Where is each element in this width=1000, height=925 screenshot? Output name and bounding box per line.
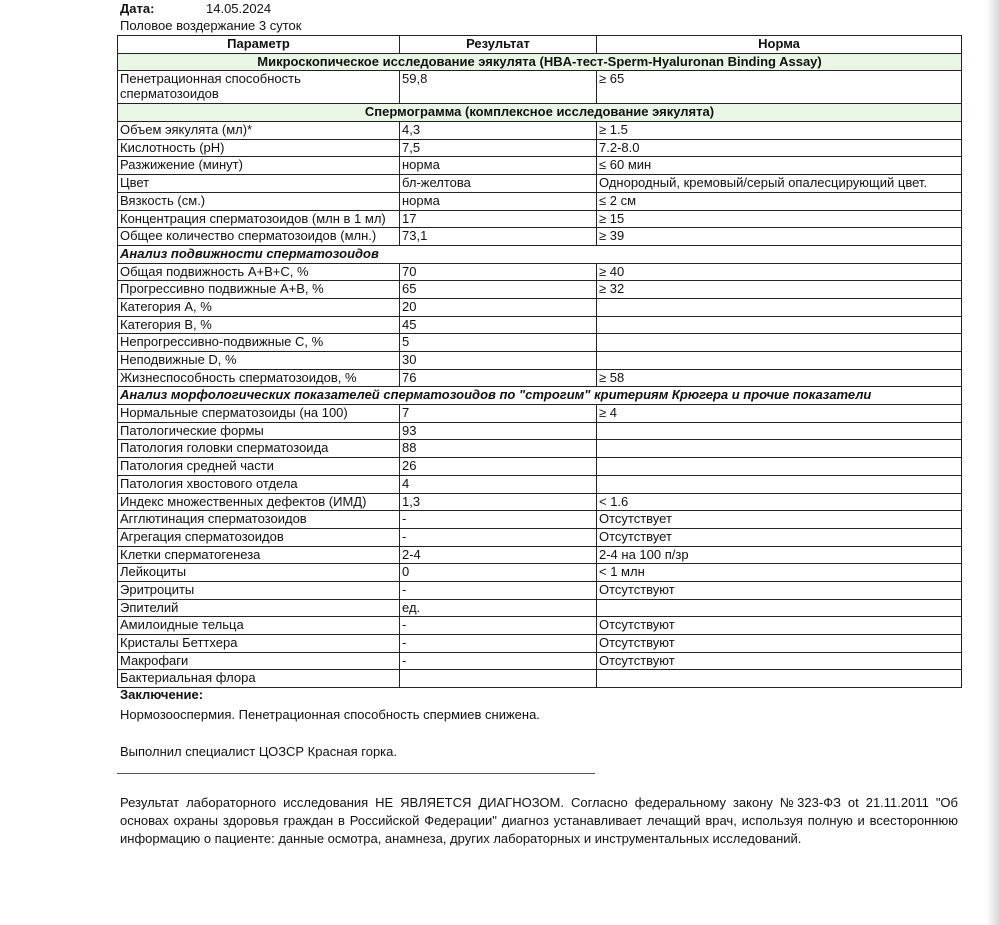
section-spermogram (118, 104, 962, 122)
param-cell: Эритроциты (118, 581, 400, 599)
norm-cell: < 1 млн (597, 564, 962, 582)
table-row (118, 546, 962, 564)
param-cell: Клетки сперматогенеза (118, 546, 400, 564)
table-row (118, 210, 962, 228)
norm-cell: ≥ 65 (597, 71, 962, 104)
norm-cell: ≥ 1.5 (597, 122, 962, 140)
param-cell: Лейкоциты (118, 564, 400, 582)
table-row (118, 458, 962, 476)
table-row (118, 369, 962, 387)
table-row (118, 581, 962, 599)
result-cell: 20 (400, 298, 597, 316)
result-cell: 5 (400, 334, 597, 352)
result-cell: 73,1 (400, 228, 597, 246)
norm-cell: ≤ 60 мин (597, 157, 962, 175)
column-header-result: Результат (400, 36, 597, 54)
result-cell: норма (400, 192, 597, 210)
norm-cell: 7.2-8.0 (597, 139, 962, 157)
result-cell: норма (400, 157, 597, 175)
table-row (118, 405, 962, 423)
norm-cell: ≥ 4 (597, 405, 962, 423)
table-row (118, 281, 962, 299)
param-cell: Прогрессивно подвижные A+B, % (118, 281, 400, 299)
norm-cell: ≥ 40 (597, 263, 962, 281)
result-cell: 65 (400, 281, 597, 299)
table-row (118, 635, 962, 653)
abstinence-note: Половое воздержание 3 суток (120, 18, 302, 33)
norm-cell (597, 422, 962, 440)
norm-cell (597, 334, 962, 352)
table-row (118, 670, 962, 688)
param-cell: Общее количество сперматозоидов (млн.) (118, 228, 400, 246)
param-cell: Патологические формы (118, 422, 400, 440)
conclusion-text: Нормозооспермия. Пенетрационная способность спермиев снижена. (120, 707, 540, 722)
table-row (118, 71, 962, 104)
param-cell: Вязкость (см.) (118, 192, 400, 210)
norm-cell: ≥ 39 (597, 228, 962, 246)
norm-cell: ≥ 15 (597, 210, 962, 228)
table-row (118, 175, 962, 193)
norm-cell (597, 316, 962, 334)
result-cell: 0 (400, 564, 597, 582)
norm-cell (597, 475, 962, 493)
param-cell: Объем эякулята (мл)* (118, 122, 400, 140)
result-cell: 2-4 (400, 546, 597, 564)
norm-cell: ≤ 2 см (597, 192, 962, 210)
table-row (118, 564, 962, 582)
table-row (118, 422, 962, 440)
param-cell: Разжижение (минут) (118, 157, 400, 175)
table-row (118, 528, 962, 546)
param-cell: Цвет (118, 175, 400, 193)
norm-cell: Отсутствует (597, 528, 962, 546)
result-cell: - (400, 528, 597, 546)
param-cell: Кислотность (pH) (118, 139, 400, 157)
section-motility (118, 245, 962, 263)
norm-cell: Отсутствуют (597, 581, 962, 599)
result-cell: 4 (400, 475, 597, 493)
param-cell: Пенетрационная способность сперматозоидов (118, 71, 400, 104)
param-cell: Жизнеспособность сперматозоидов, % (118, 369, 400, 387)
table-row (118, 493, 962, 511)
result-cell: 7,5 (400, 139, 597, 157)
norm-cell: ≥ 32 (597, 281, 962, 299)
table-row (118, 298, 962, 316)
result-cell: - (400, 617, 597, 635)
result-cell: 59,8 (400, 71, 597, 104)
conclusion-block (120, 686, 960, 760)
results-table-body (118, 53, 962, 687)
table-row (118, 334, 962, 352)
section-spermogram-title: Спермограмма (комплексное исследование эякулята) (118, 104, 962, 122)
param-cell: Концентрация сперматозоидов (млн в 1 мл) (118, 210, 400, 228)
table-row (118, 440, 962, 458)
section-morphology (118, 387, 962, 405)
param-cell: Непрогрессивно-подвижные C, % (118, 334, 400, 352)
signature-divider (117, 773, 595, 774)
norm-cell: 2-4 на 100 п/зр (597, 546, 962, 564)
norm-cell: Отсутствуют (597, 617, 962, 635)
result-cell: бл-желтова (400, 175, 597, 193)
date-row (120, 0, 301, 17)
column-header-parameter: Параметр (118, 36, 400, 54)
table-row (118, 316, 962, 334)
param-cell: Патология хвостового отдела (118, 475, 400, 493)
table-row (118, 122, 962, 140)
param-cell: Агрегация сперматозоидов (118, 528, 400, 546)
section-micro (118, 53, 962, 71)
result-cell: 1,3 (400, 493, 597, 511)
norm-cell (597, 352, 962, 370)
result-cell: - (400, 635, 597, 653)
param-cell: Бактериальная флора (118, 670, 400, 688)
table-row (118, 617, 962, 635)
param-cell: Нормальные сперматозоиды (на 100) (118, 405, 400, 423)
section-micro-title: Микроскопическое исследование эякулята (HBA-тест-Sperm-Hyaluronan Binding Assay) (118, 53, 962, 71)
result-cell: 7 (400, 405, 597, 423)
result-cell: 26 (400, 458, 597, 476)
norm-cell: Отсутствуют (597, 635, 962, 653)
table-header-row (118, 36, 962, 54)
table-row (118, 157, 962, 175)
result-cell: 4,3 (400, 122, 597, 140)
table-row (118, 475, 962, 493)
table-row (118, 263, 962, 281)
norm-cell: < 1.6 (597, 493, 962, 511)
param-cell: Неподвижные D, % (118, 352, 400, 370)
norm-cell: Отсутствуют (597, 652, 962, 670)
result-cell: 17 (400, 210, 597, 228)
param-cell: Категория B, % (118, 316, 400, 334)
result-cell (400, 670, 597, 688)
result-cell: - (400, 511, 597, 529)
result-cell: - (400, 652, 597, 670)
result-cell: ед. (400, 599, 597, 617)
result-cell: 88 (400, 440, 597, 458)
norm-cell (597, 599, 962, 617)
result-cell: 93 (400, 422, 597, 440)
table-row (118, 228, 962, 246)
param-cell: Категория A, % (118, 298, 400, 316)
param-cell: Эпителий (118, 599, 400, 617)
param-cell: Амилоидные тельца (118, 617, 400, 635)
norm-cell: Отсутствует (597, 511, 962, 529)
page-edge-shadow (986, 0, 1000, 925)
param-cell: Агглютинация сперматозоидов (118, 511, 400, 529)
table-row (118, 139, 962, 157)
date-value: 14.05.2024 (206, 1, 272, 16)
conclusion-title: Заключение: (120, 687, 204, 702)
report-header (120, 0, 301, 34)
result-cell: 30 (400, 352, 597, 370)
section-morphology-title: Анализ морфологических показателей сперматозоидов по "строгим" критериям Крюгера и прочие показатели (118, 387, 962, 405)
result-cell: 70 (400, 263, 597, 281)
legal-disclaimer: Результат лабораторного исследования НЕ ЯВЛЯЕТСЯ ДИАГНОЗОМ. Согласно федеральному закону №323-ФЗ ot 21.11.2011 "Об основах охраны здоровья граждан в Российской Федерации" диагноз устанавливает лечащий врач, используя полную и всестороннюю информацию о пациенте: данные осмотра, анамнеза, других лабораторных и инструментальных исследований. (120, 795, 958, 846)
result-cell: 45 (400, 316, 597, 334)
results-table (117, 35, 962, 688)
table-row (118, 599, 962, 617)
norm-cell (597, 440, 962, 458)
table-row (118, 511, 962, 529)
param-cell: Индекс множественных дефектов (ИМД) (118, 493, 400, 511)
param-cell: Общая подвижность A+B+C, % (118, 263, 400, 281)
param-cell: Макрофаги (118, 652, 400, 670)
result-cell: 76 (400, 369, 597, 387)
date-label: Дата: (120, 1, 155, 16)
performer-note: Выполнил специалист ЦОЗСР Красная горка. (120, 744, 397, 759)
norm-cell (597, 670, 962, 688)
norm-cell: Однородный, кремовый/серый опалесцирующий цвет. (597, 175, 962, 193)
table-row (118, 192, 962, 210)
column-header-norm: Норма (597, 36, 962, 54)
result-cell: - (400, 581, 597, 599)
norm-cell (597, 458, 962, 476)
section-motility-title: Анализ подвижности сперматозоидов (118, 245, 962, 263)
norm-cell: ≥ 58 (597, 369, 962, 387)
table-row (118, 352, 962, 370)
param-cell: Кристалы Беттхера (118, 635, 400, 653)
param-cell: Патология головки сперматозоида (118, 440, 400, 458)
table-row (118, 652, 962, 670)
param-cell: Патология средней части (118, 458, 400, 476)
norm-cell (597, 298, 962, 316)
